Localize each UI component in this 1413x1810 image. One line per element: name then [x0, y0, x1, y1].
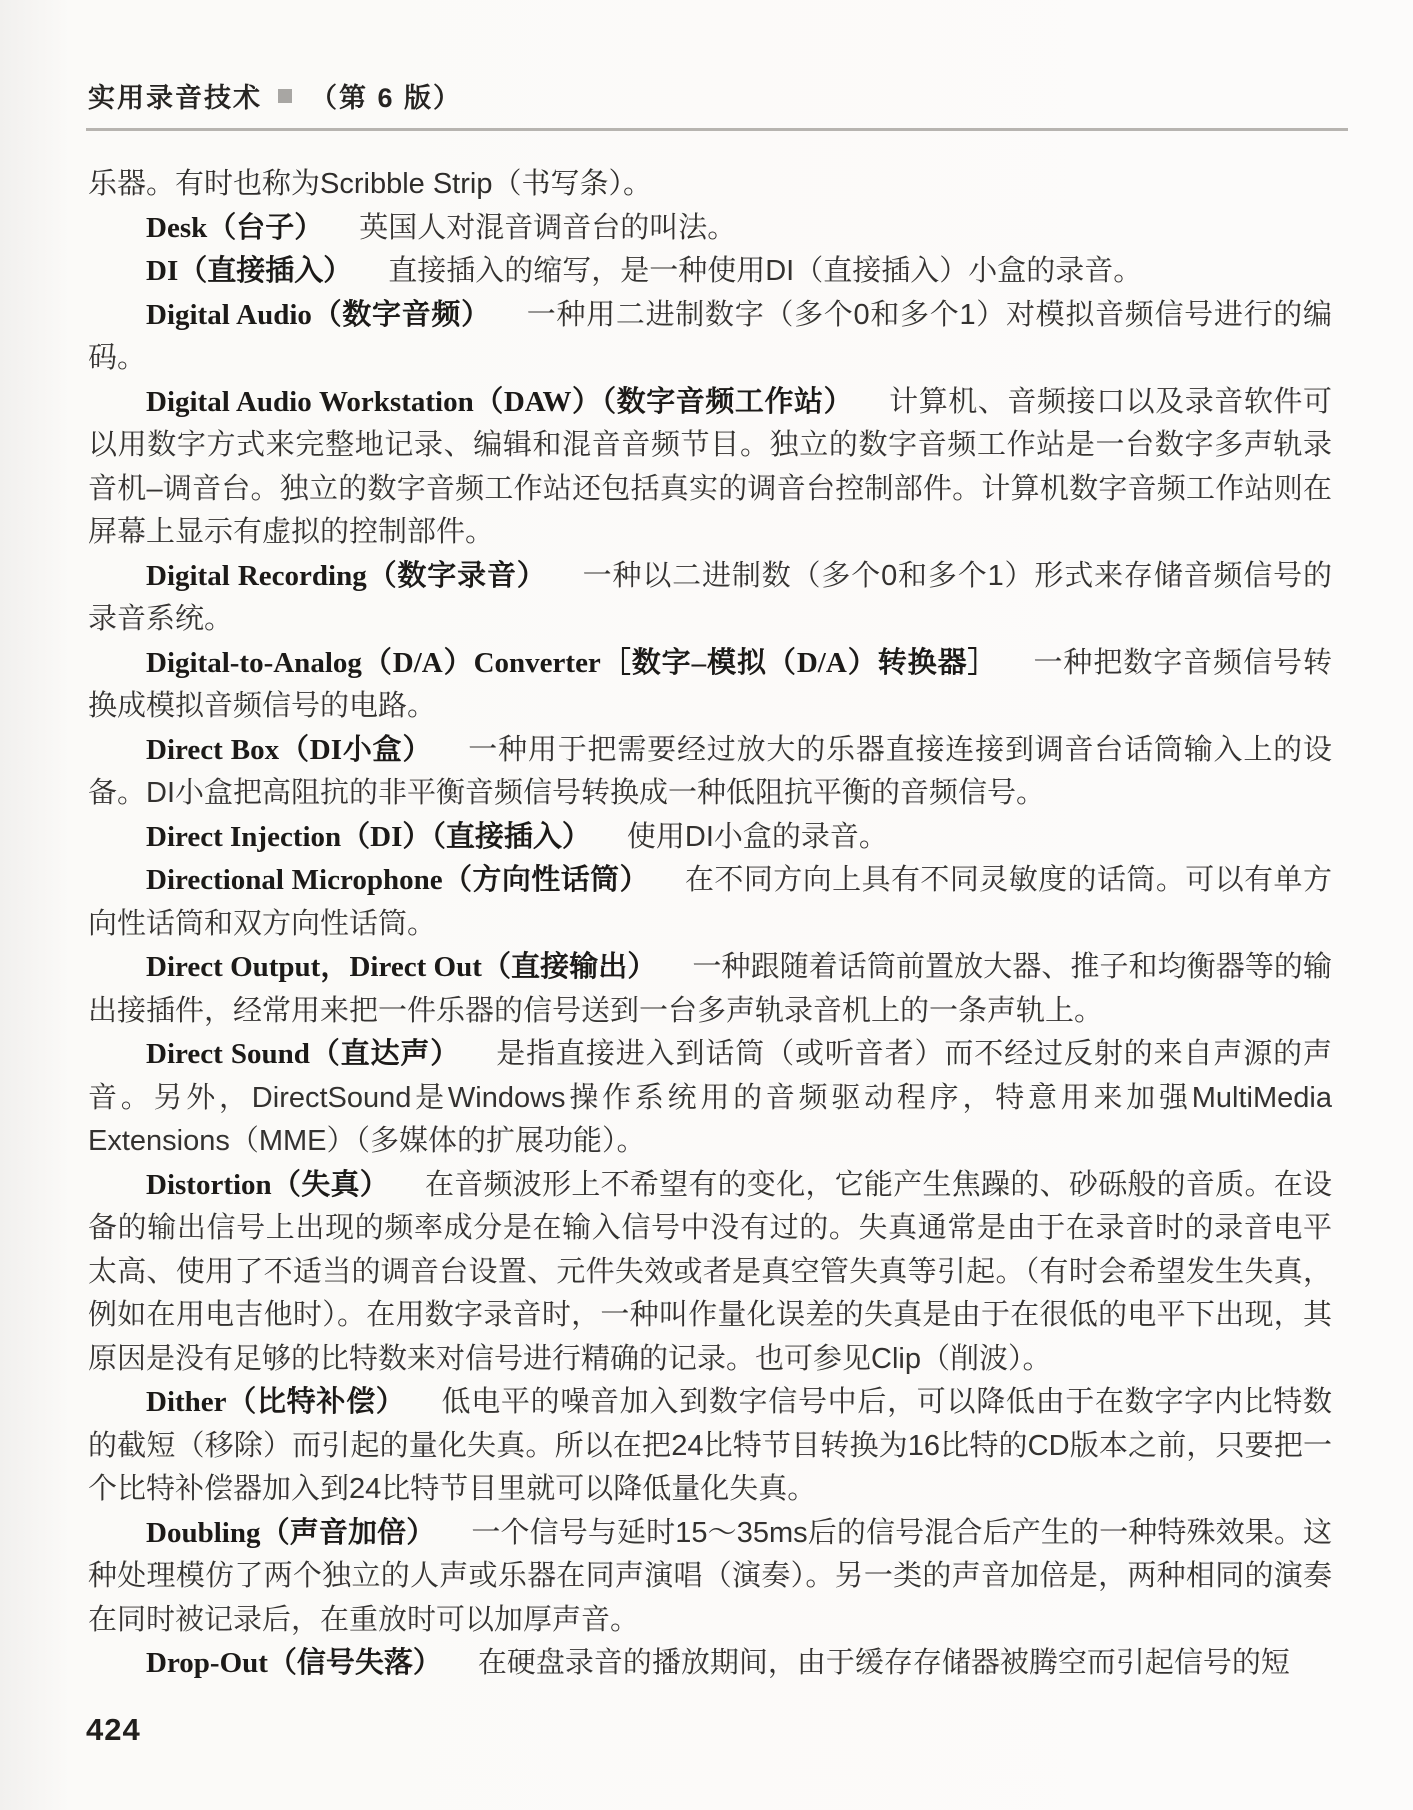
glossary-entry — [88, 859, 1332, 946]
page-number: 424 — [86, 1712, 141, 1747]
glossary-content — [88, 163, 1332, 1686]
book-title: 实用录音技术 — [88, 83, 262, 113]
definition-text: 一个信号与延时15～35ms后的信号混合后产生的一种特殊效果。这种处理模仿了两个独立的人声或乐器在同声演唱（演奏）。另一类的声音加倍是，两种相同的演奏在同时被记录后，在重放时可以加厚声音。 — [88, 1516, 1332, 1636]
glossary-entry — [88, 1033, 1332, 1164]
definition-text: 英国人对混音调音台的叫法。 — [359, 211, 737, 244]
term-text: Distortion（失真） — [146, 1168, 389, 1201]
glossary-entry — [88, 1642, 1332, 1686]
term-text: Drop-Out（信号失落） — [146, 1647, 442, 1679]
definition-text: 使用DI小盒的录音。 — [626, 820, 888, 853]
glossary-entry — [88, 816, 1332, 860]
definition-text: 一种用二进制数字（多个0和多个1）对模拟音频信号进行的编码。 — [88, 298, 1332, 374]
term-text: Digital Recording（数字录音） — [146, 559, 547, 592]
glossary-entry — [88, 642, 1332, 729]
glossary-entry — [88, 1164, 1332, 1382]
edition-label: （第 6 版） — [310, 83, 463, 113]
term-text: Directional Microphone（方向性话筒） — [146, 864, 649, 896]
square-bullet-icon — [278, 89, 292, 103]
definition-text: 一种以二进制数（多个0和多个1）形式来存储音频信号的录音系统。 — [88, 559, 1332, 635]
term-text: Direct Output，Direct Out（直接输出） — [146, 951, 657, 983]
definition-text: 在硬盘录音的播放期间，由于缓存存储器被腾空而引起信号的短 — [477, 1647, 1290, 1679]
term-text: Digital Audio（数字音频） — [146, 298, 491, 331]
term-text: Direct Sound（直达声） — [146, 1038, 461, 1070]
definition-text: 是指直接进入到话筒（或听音者）而不经过反射的来自声源的声音。另外，DirectSound是Windows操作系统用的音频驱动程序，特意用来加强MultiMedia Extensions（MME）（多媒体的扩展功能）。 — [88, 1038, 1332, 1157]
page-header — [88, 76, 462, 115]
glossary-entry — [88, 729, 1332, 816]
continuation-paragraph: 乐器。有时也称为Scribble Strip（书写条）。 — [88, 168, 652, 200]
term-text: Direct Injection（DI）（直接插入） — [146, 820, 591, 853]
glossary-entry — [88, 294, 1332, 381]
definition-text: 低电平的噪音加入到数字信号中后，可以降低由于在数字字内比特数的截短（移除）而引起的量化失真。所以在把24比特节目转换为16比特的CD版本之前，只要把一个比特补偿器加入到24比特节目里就可以降低量化失真。 — [88, 1386, 1332, 1505]
term-text: Digital Audio Workstation（DAW）（数字音频工作站） — [146, 385, 854, 418]
header-divider — [86, 128, 1348, 131]
definition-text: 一种用于把需要经过放大的乐器直接连接到调音台话筒输入上的设备。DI小盒把高阻抗的非平衡音频信号转换成一种低阻抗平衡的音频信号。 — [88, 733, 1332, 809]
definition-text: 在音频波形上不希望有的变化，它能产生焦躁的、砂砾般的音质。在设备的输出信号上出现的频率成分是在输入信号中没有过的。失真通常是由于在录音时的录音电平太高、使用了不适当的调音台设置、元件失效或者是真空管失真等引起。（有时会希望发生失真，例如在用电吉他时）。在用数字录音时，一种叫作量化误差的失真是由于在很低的电平下出现，其原因是没有足够的比特数来对信号进行精确的记录。也可参见Clip（削波）。 — [88, 1168, 1332, 1375]
definition-text: 计算机、音频接口以及录音软件可以用数字方式来完整地记录、编辑和混音音频节目。独立的数字音频工作站是一台数字多声轨录音机–调音台。独立的数字音频工作站还包括真实的调音台控制部件。计算机数字音频工作站则在屏幕上显示有虚拟的控制部件。 — [88, 385, 1332, 548]
glossary-entry — [88, 1512, 1332, 1643]
glossary-entry — [88, 250, 1332, 294]
glossary-entry — [88, 1381, 1332, 1512]
definition-text: 一种把数字音频信号转换成模拟音频信号的电路。 — [88, 646, 1332, 722]
glossary-entry — [88, 555, 1332, 642]
definition-text: 在不同方向上具有不同灵敏度的话筒。可以有单方向性话筒和双方向性话筒。 — [88, 864, 1332, 940]
term-text: Doubling（声音加倍） — [146, 1516, 436, 1549]
glossary-entries — [88, 207, 1332, 1686]
term-text: DI（直接插入） — [146, 255, 353, 287]
definition-text: 直接插入的缩写，是一种使用DI（直接插入）小盒的录音。 — [388, 255, 1143, 287]
term-text: Dither（比特补偿） — [146, 1386, 406, 1418]
term-text: Desk（台子） — [146, 211, 324, 244]
definition-text: 一种跟随着话筒前置放大器、推子和均衡器等的输出接插件，经常用来把一件乐器的信号送到一台多声轨录音机上的一条声轨上。 — [88, 951, 1332, 1027]
term-text: Digital-to-Analog（D/A）Converter［数字–模拟（D/A）转换器］ — [146, 646, 998, 679]
glossary-entry — [88, 207, 1332, 251]
term-text: Direct Box（DI小盒） — [146, 733, 433, 766]
glossary-entry — [88, 946, 1332, 1033]
glossary-entry — [88, 381, 1332, 555]
